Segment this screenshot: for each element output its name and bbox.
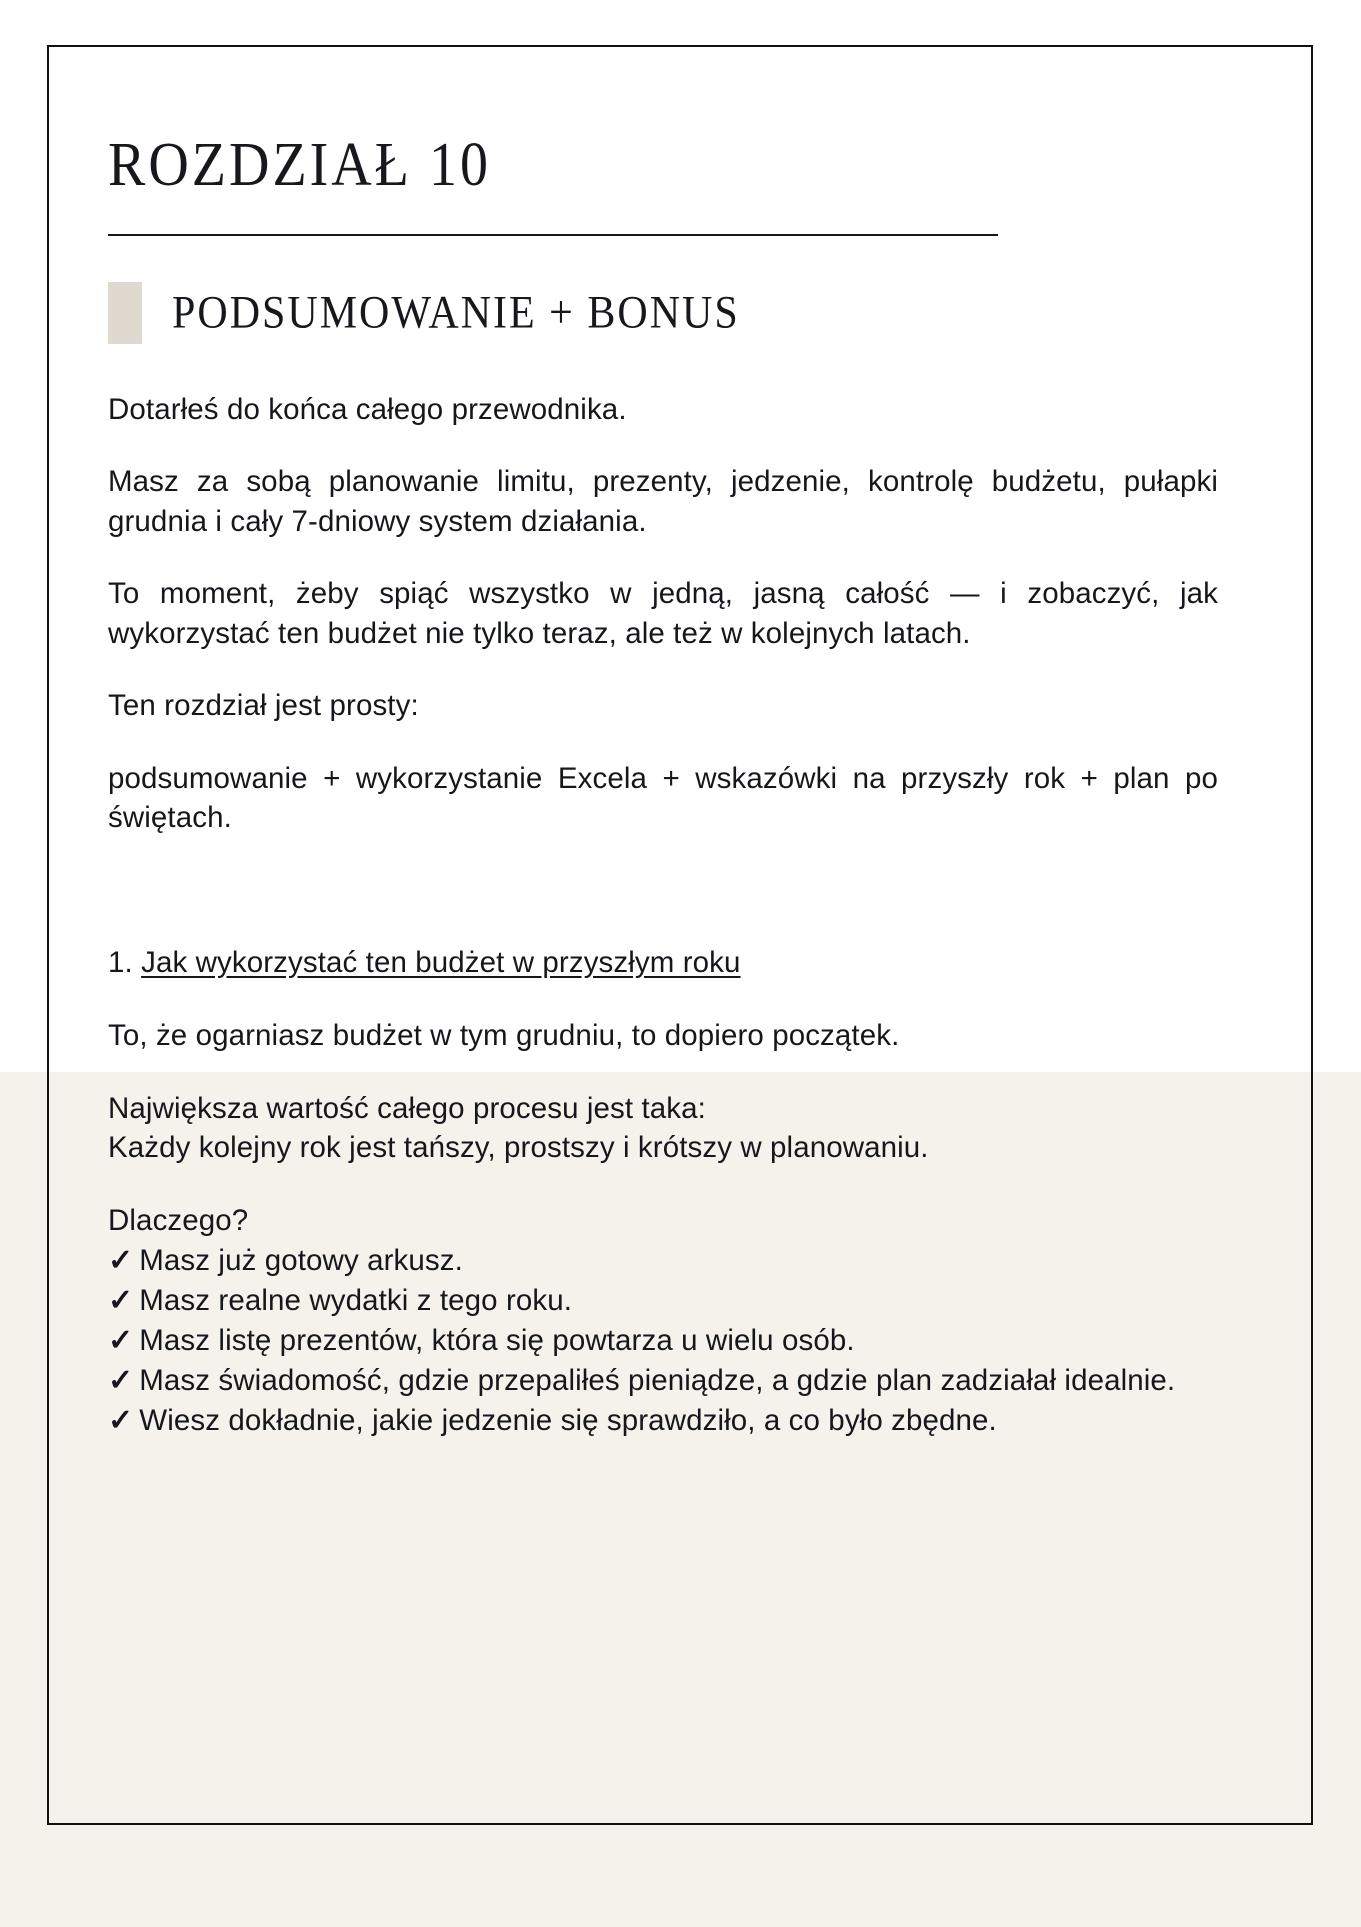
list-item: [108, 1321, 1218, 1361]
title-divider: [108, 234, 998, 236]
list-item: [108, 1401, 1218, 1441]
page-content: [108, 45, 1218, 1441]
subsection-paragraph-2: Największa wartość całego procesu jest taka:: [108, 1091, 706, 1125]
subsection-1: [108, 943, 1218, 1442]
intro-paragraph-2: Masz za sobą planowanie limitu, prezenty, jedzenie, kontrolę budżetu, pułapki grudnia i cały 7-dniowy system działania.: [108, 465, 1218, 538]
subsection-question: Dlaczego?: [108, 1203, 249, 1237]
chapter-title: ROZDZIAŁ 10: [108, 130, 491, 200]
list-item-label: Wiesz dokładnie, jakie jedzenie się sprawdziło, a co było zbędne.: [139, 1404, 997, 1438]
subsection-paragraph-3: Każdy kolejny rok jest tańszy, prostszy i krótszy w planowaniu.: [108, 1131, 929, 1165]
section-header: [108, 282, 1218, 344]
check-icon: ✓: [108, 1283, 134, 1317]
subsection-heading-text: Jak wykorzystać ten budżet w przyszłym roku: [141, 945, 741, 979]
check-icon: ✓: [108, 1404, 134, 1438]
intro-paragraph-4: Ten rozdział jest prosty:: [108, 689, 419, 723]
list-item-label: Masz świadomość, gdzie przepaliłeś pieniądze, a gdzie plan zadziałał idealnie.: [139, 1364, 1176, 1398]
intro-paragraph-5: podsumowanie + wykorzystanie Excela + wskazówki na przyszły rok + plan po świętach.: [108, 761, 1218, 835]
intro-paragraph-3: To moment, żeby spiąć wszystko w jedną, jasną całość — i zobaczyć, jak wykorzystać ten budżet nie tylko teraz, ale też w kolejnych latach.: [108, 577, 1218, 650]
beige-square-marker-icon: [108, 282, 142, 344]
section-gap: [108, 871, 1218, 943]
benefits-checklist: [108, 1241, 1218, 1442]
check-icon: ✓: [108, 1364, 134, 1398]
list-item-label: Masz już gotowy arkusz.: [139, 1243, 463, 1277]
section-title: PODSUMOWANIE + BONUS: [172, 287, 740, 339]
subsection-paragraph-1: To, że ogarniasz budżet w tym grudniu, to dopiero początek.: [108, 1019, 900, 1053]
list-item: [108, 1361, 1218, 1401]
subsection-heading: [108, 943, 1218, 983]
list-item-label: Masz realne wydatki z tego roku.: [139, 1283, 573, 1317]
list-item: [108, 1281, 1218, 1321]
list-item: [108, 1241, 1218, 1281]
list-item-label: Masz listę prezentów, która się powtarza u wielu osób.: [139, 1323, 855, 1357]
subsection-number: 1.: [108, 945, 133, 979]
intro-body: [108, 390, 1218, 838]
intro-paragraph-1: Dotarłeś do końca całego przewodnika.: [108, 392, 627, 426]
check-icon: ✓: [108, 1323, 134, 1357]
check-icon: ✓: [108, 1243, 134, 1277]
